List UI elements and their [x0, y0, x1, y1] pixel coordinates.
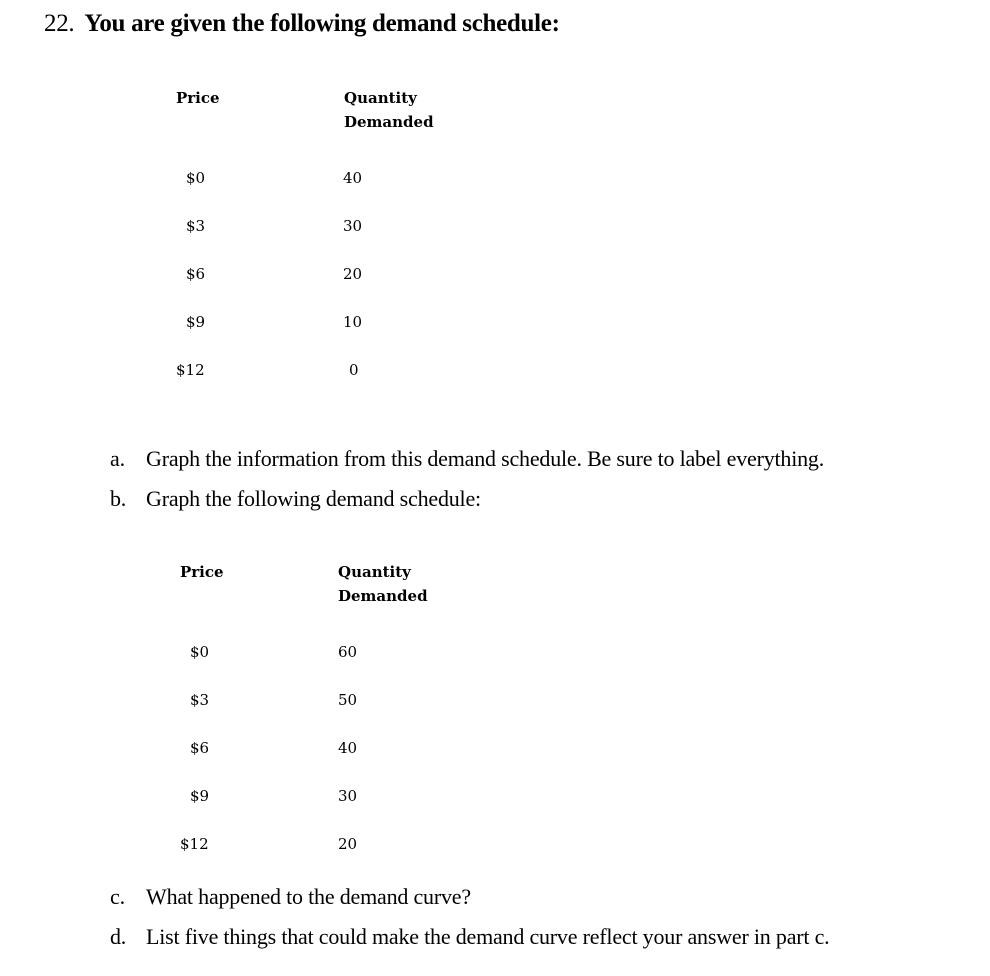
quantity-cell: 30: [338, 787, 358, 805]
part-a-marker: a.: [110, 446, 125, 471]
price-cell: $9: [190, 787, 210, 805]
part-b: [110, 486, 481, 512]
part-c-marker: c.: [110, 884, 125, 909]
price-cell: $12: [180, 835, 209, 853]
quantity-cell: 60: [338, 643, 358, 661]
price-cell: $0: [190, 643, 210, 661]
price-header: Price: [176, 89, 220, 107]
part-d: [110, 924, 829, 950]
price-cell: $3: [186, 217, 206, 235]
quantity-header-line1: Quantity: [338, 563, 411, 581]
quantity-header: [344, 86, 434, 134]
part-a-text: Graph the information from this demand schedule. Be sure to label everything.: [146, 446, 825, 471]
part-c: [110, 884, 471, 910]
part-b-marker: b.: [110, 486, 127, 511]
quantity-cell: 0: [349, 361, 359, 379]
quantity-cell: 10: [343, 313, 363, 331]
quantity-cell: 30: [343, 217, 363, 235]
part-c-text: What happened to the demand curve?: [146, 884, 471, 909]
question-heading: [44, 10, 560, 38]
part-b-text: Graph the following demand schedule:: [146, 486, 481, 511]
price-cell: $6: [186, 265, 206, 283]
quantity-cell: 20: [338, 835, 358, 853]
price-cell: $0: [186, 169, 206, 187]
quantity-cell: 40: [338, 739, 358, 757]
part-a: [110, 446, 824, 472]
quantity-header-line1: Quantity: [344, 89, 417, 107]
price-cell: $3: [190, 691, 210, 709]
quantity-cell: 20: [343, 265, 363, 283]
price-header: Price: [180, 563, 224, 581]
quantity-header: [338, 560, 428, 608]
part-d-marker: d.: [110, 924, 127, 949]
question-number: 22.: [44, 10, 75, 37]
quantity-cell: 50: [338, 691, 358, 709]
price-cell: $12: [176, 361, 205, 379]
part-d-text: List five things that could make the demand curve reflect your answer in part c.: [146, 924, 830, 949]
quantity-cell: 40: [343, 169, 363, 187]
price-cell: $6: [190, 739, 210, 757]
price-cell: $9: [186, 313, 206, 331]
quantity-header-line2: Demanded: [338, 587, 428, 605]
question-prompt: You are given the following demand schedule:: [84, 10, 560, 37]
quantity-header-line2: Demanded: [344, 113, 434, 131]
